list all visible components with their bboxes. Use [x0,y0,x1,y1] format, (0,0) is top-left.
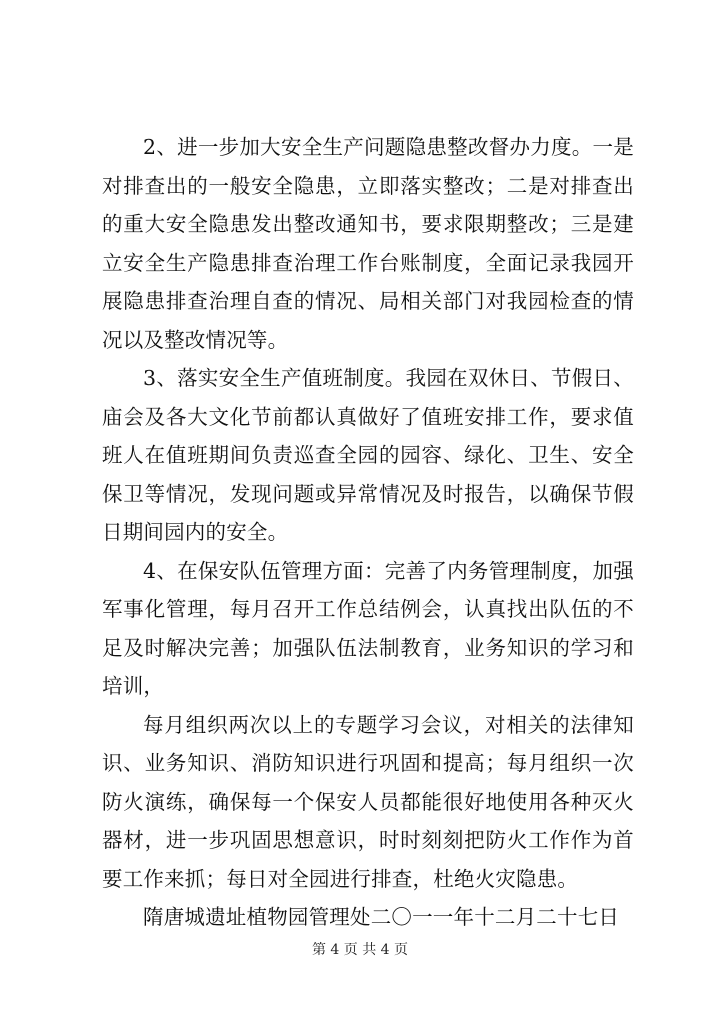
paragraph-item-2: 2、进一步加大安全生产问题隐患整改督办力度。一是对排查出的一般安全隐患，立即落实整改；二是对排查出的重大安全隐患发出整改通知书，要求限期整改；三是建立安全生产隐患排查治理工作台账制度，全面记录我园开展隐患排查治理自查的情况、局相关部门对我园检查的情况以及整改情况等。 [102,135,634,352]
paragraph-item-4: 4、在保安队伍管理方面：完善了内务管理制度，加强军事化管理，每月召开工作总结例会，认真找出队伍的不足及时解决完善；加强队伍法制教育，业务知识的学习和培训， [102,558,634,698]
document-body [102,128,634,937]
paragraph-item-3: 3、落实安全生产值班制度。我园在双休日、节假日、庙会及各大文化节前都认真做好了值班安排工作，要求值班人在值班期间负责巡查全园的园容、绿化、卫生、安全保卫等情况，发现问题或异常情况及时报告，以确保节假日期间园内的安全。 [102,366,634,544]
signature-date-line: 隋唐城遗址植物园管理处二〇一一年十二月二十七日 [143,905,620,929]
page-number-footer: 第 4 页 共 4 页 [311,942,409,958]
paragraph-continuation: 每月组织两次以上的专题学习会议，对相关的法律知识、业务知识、消防知识进行巩固和提高；每月组织一次防火演练，确保每一个保安人员都能很好地使用各种灭火器材，进一步巩固思想意识，时时刻刻把防火工作作为首要工作来抓；每日对全园进行排查，杜绝火灾隐患。 [102,712,634,891]
